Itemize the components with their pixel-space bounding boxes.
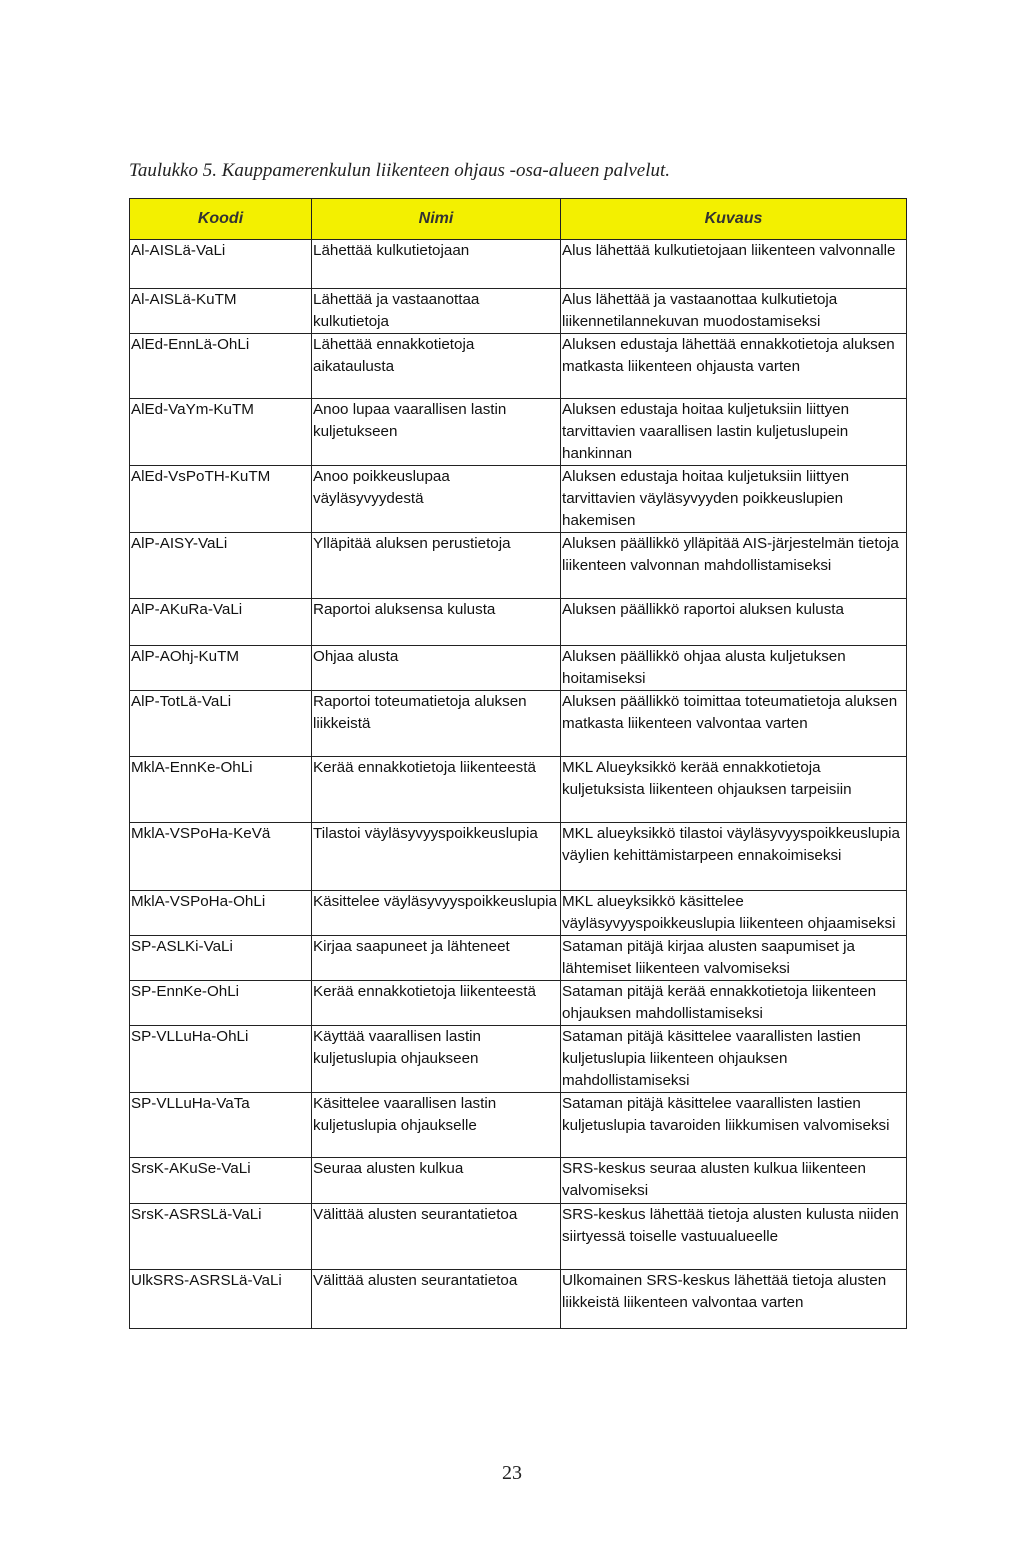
cell-nimi: Raportoi aluksensa kulusta [312,599,561,646]
table-row [130,334,907,399]
cell-koodi: SrsK-ASRSLä-VaLi [130,1204,312,1270]
table-row [130,1093,907,1158]
cell-nimi: Käsittelee väyläsyvyyspoikkeuslupia [312,891,561,936]
cell-koodi: SP-ASLKi-VaLi [130,936,312,981]
table-row [130,240,907,289]
header-koodi: Koodi [130,199,312,240]
cell-koodi: Al-AISLä-KuTM [130,289,312,334]
cell-koodi: AlP-AOhj-KuTM [130,646,312,691]
cell-nimi: Käsittelee vaarallisen lastin kuljetuslupia ohjaukselle [312,1093,561,1158]
cell-nimi: Tilastoi väyläsyvyyspoikkeuslupia [312,823,561,891]
cell-nimi: Kerää ennakkotietoja liikenteestä [312,981,561,1026]
cell-nimi: Lähettää ennakkotietoja aikataulusta [312,334,561,399]
cell-nimi: Anoo lupaa vaarallisen lastin kuljetukseen [312,399,561,466]
cell-nimi: Ohjaa alusta [312,646,561,691]
table-row [130,1026,907,1093]
table-row [130,466,907,533]
cell-koodi: AlEd-VsPoTH-KuTM [130,466,312,533]
page-number: 23 [502,1462,522,1484]
table-header-row [130,199,907,240]
cell-koodi: SP-EnnKe-OhLi [130,981,312,1026]
cell-koodi: MklA-VSPoHa-OhLi [130,891,312,936]
cell-nimi: Kerää ennakkotietoja liikenteestä [312,757,561,823]
cell-kuvaus: MKL Alueyksikkö kerää ennakkotietoja kuljetuksista liikenteen ohjauksen tarpeisiin [561,757,907,823]
cell-koodi: MklA-VSPoHa-KeVä [130,823,312,891]
table-row [130,981,907,1026]
cell-koodi: SP-VLLuHa-OhLi [130,1026,312,1093]
cell-koodi: AlEd-EnnLä-OhLi [130,334,312,399]
cell-kuvaus: Aluksen päällikkö raportoi aluksen kulusta [561,599,907,646]
cell-koodi: AlP-AISY-VaLi [130,533,312,599]
table-row [130,936,907,981]
cell-nimi: Välittää alusten seurantatietoa [312,1204,561,1270]
header-kuvaus: Kuvaus [561,199,907,240]
cell-kuvaus: Ulkomainen SRS-keskus lähettää tietoja alusten liikkeistä liikenteen valvontaa varten [561,1270,907,1329]
cell-nimi: Lähettää ja vastaanottaa kulkutietoja [312,289,561,334]
header-nimi: Nimi [312,199,561,240]
table-row [130,399,907,466]
cell-nimi: Käyttää vaarallisen lastin kuljetuslupia ohjaukseen [312,1026,561,1093]
cell-koodi: AlP-TotLä-VaLi [130,691,312,757]
table-row [130,646,907,691]
services-table [129,198,907,1329]
table-row [130,599,907,646]
cell-kuvaus: Aluksen päällikkö ylläpitää AIS-järjestelmän tietoja liikenteen valvonnan mahdollistamiseksi [561,533,907,599]
table-row [130,1158,907,1204]
cell-nimi: Lähettää kulkutietojaan [312,240,561,289]
table-row [130,289,907,334]
cell-kuvaus: Sataman pitäjä käsittelee vaarallisten lastien kuljetuslupia liikenteen ohjauksen mahdollistamiseksi [561,1026,907,1093]
table-row [130,823,907,891]
table-caption: Taulukko 5. Kauppamerenkulun liikenteen ohjaus -osa-alueen palvelut. [129,160,671,181]
cell-kuvaus: Aluksen edustaja hoitaa kuljetuksiin liittyen tarvittavien vaarallisen lastin kuljetuslupein hankinnan [561,399,907,466]
cell-koodi: UlkSRS-ASRSLä-VaLi [130,1270,312,1329]
cell-kuvaus: Aluksen päällikkö toimittaa toteumatietoja aluksen matkasta liikenteen valvontaa varten [561,691,907,757]
cell-nimi: Anoo poikkeuslupaa väyläsyvyydestä [312,466,561,533]
cell-koodi: SP-VLLuHa-VaTa [130,1093,312,1158]
cell-kuvaus: Aluksen päällikkö ohjaa alusta kuljetuksen hoitamiseksi [561,646,907,691]
cell-nimi: Raportoi toteumatietoja aluksen liikkeistä [312,691,561,757]
table-row [130,691,907,757]
cell-kuvaus: Aluksen edustaja lähettää ennakkotietoja aluksen matkasta liikenteen ohjausta varten [561,334,907,399]
cell-kuvaus: Alus lähettää ja vastaanottaa kulkutietoja liikennetilannekuvan muodostamiseksi [561,289,907,334]
cell-kuvaus: Sataman pitäjä käsittelee vaarallisten lastien kuljetuslupia tavaroiden liikkumisen valvomiseksi [561,1093,907,1158]
cell-kuvaus: Sataman pitäjä kerää ennakkotietoja liikenteen ohjauksen mahdollistamiseksi [561,981,907,1026]
cell-nimi: Ylläpitää aluksen perustietoja [312,533,561,599]
cell-kuvaus: SRS-keskus seuraa alusten kulkua liikenteen valvomiseksi [561,1158,907,1204]
table-row [130,1270,907,1329]
cell-nimi: Seuraa alusten kulkua [312,1158,561,1204]
cell-kuvaus: SRS-keskus lähettää tietoja alusten kulusta niiden siirtyessä toiselle vastuualueelle [561,1204,907,1270]
table-row [130,1204,907,1270]
cell-kuvaus: Aluksen edustaja hoitaa kuljetuksiin liittyen tarvittavien väyläsyvyyden poikkeuslupien hakemisen [561,466,907,533]
cell-kuvaus: Sataman pitäjä kirjaa alusten saapumiset ja lähtemiset liikenteen valvomiseksi [561,936,907,981]
cell-nimi: Kirjaa saapuneet ja lähteneet [312,936,561,981]
table-row [130,533,907,599]
cell-kuvaus: MKL alueyksikkö tilastoi väyläsyvyyspoikkeuslupia väylien kehittämistarpeen ennakoimiseksi [561,823,907,891]
cell-koodi: MklA-EnnKe-OhLi [130,757,312,823]
cell-kuvaus: Alus lähettää kulkutietojaan liikenteen valvonnalle [561,240,907,289]
table-row [130,891,907,936]
table-row [130,757,907,823]
cell-kuvaus: MKL alueyksikkö käsittelee väyläsyvyyspoikkeuslupia liikenteen ohjaamiseksi [561,891,907,936]
cell-koodi: Al-AISLä-VaLi [130,240,312,289]
cell-koodi: SrsK-AKuSe-VaLi [130,1158,312,1204]
cell-nimi: Välittää alusten seurantatietoa [312,1270,561,1329]
cell-koodi: AlEd-VaYm-KuTM [130,399,312,466]
cell-koodi: AlP-AKuRa-VaLi [130,599,312,646]
